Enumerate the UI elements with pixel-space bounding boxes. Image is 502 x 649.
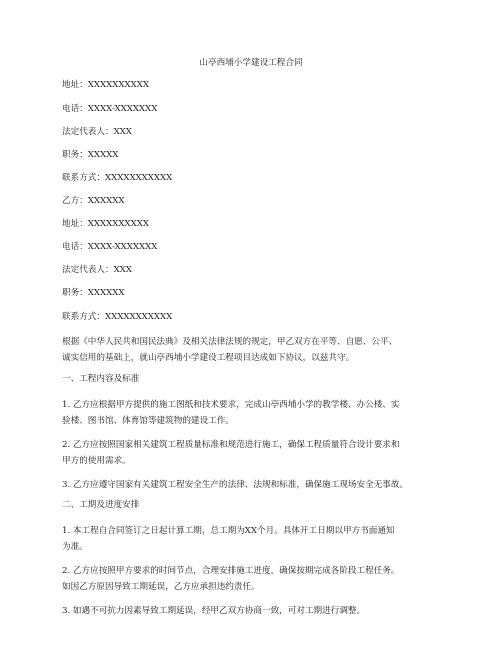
section-heading-1: 一、工程内容及标准 bbox=[62, 374, 140, 384]
paragraph-line: 2. 乙方应按照甲方要求的时间节点，合理安排施工进度，确保按期完成各阶段工程任务。 bbox=[62, 566, 400, 576]
party-a-address: 地址：XXXXXXXXXX bbox=[62, 80, 149, 90]
party-a-contact: 联系方式：XXXXXXXXXXX bbox=[62, 173, 173, 183]
section2-item2 bbox=[62, 563, 442, 595]
section1-item1 bbox=[62, 397, 442, 429]
party-a-phone: 电话：XXXX-XXXXXXX bbox=[62, 104, 158, 114]
section-heading-2: 二、工期及进度安排 bbox=[62, 500, 140, 510]
paragraph-line: 为准。 bbox=[62, 542, 88, 552]
party-b-position: 职务：XXXXXX bbox=[62, 288, 125, 298]
section1-item3 bbox=[62, 477, 442, 493]
paragraph-line: 1. 本工程自合同签订之日起计算工期，总工期为XX个月。具体开工日期以甲方书面通知 bbox=[62, 526, 395, 536]
party-a-position: 职务：XXXXX bbox=[62, 150, 119, 160]
party-b-name: 乙方：XXXXXX bbox=[62, 196, 125, 206]
paragraph-line: 验楼、图书馆、体育馆等建筑物的建设工作。 bbox=[62, 416, 234, 426]
party-b-legal-rep: 法定代表人：XXX bbox=[62, 265, 132, 275]
section2-item1 bbox=[62, 523, 442, 555]
party-b-address: 地址：XXXXXXXXXX bbox=[62, 219, 149, 229]
party-a-legal-rep: 法定代表人：XXX bbox=[62, 127, 132, 137]
section1-item2 bbox=[62, 437, 442, 469]
paragraph-line: 3. 乙方应遵守国家有关建筑工程安全生产的法律、法规和标准，确保施工现场安全无事故。 bbox=[62, 480, 409, 490]
party-b-phone: 电话：XXXX-XXXXXXX bbox=[62, 242, 158, 252]
paragraph-line: 2. 乙方应按照国家相关建筑工程质量标准和规范进行施工，确保工程质量符合设计要求和 bbox=[62, 440, 400, 450]
preamble-line: 诚实信用的基础上，就山亭西埔小学建设工程项目达成如下协议，以兹共守。 bbox=[62, 353, 355, 363]
paragraph-line: 甲方的使用需求。 bbox=[62, 456, 131, 466]
preamble-paragraph bbox=[62, 334, 442, 366]
paragraph-line: 1. 乙方应根据甲方提供的施工图纸和技术要求，完成山亭西埔小学的教学楼、办公楼、实 bbox=[62, 400, 400, 410]
party-b-contact: 联系方式：XXXXXXXXXXX bbox=[62, 312, 173, 322]
preamble-line: 根据《中华人民共和国民法典》及相关法律法规的规定，甲乙双方在平等、自愿、公平、 bbox=[62, 337, 398, 347]
paragraph-line: 如因乙方原因导致工期延误，乙方应承担违约责任。 bbox=[62, 582, 260, 592]
section2-item3 bbox=[62, 603, 442, 619]
paragraph-line: 3. 如遇不可抗力因素导致工期延误，经甲乙双方协商一致，可对工期进行调整。 bbox=[62, 606, 366, 616]
document-title: 山亭西埔小学建设工程合同 bbox=[199, 58, 303, 68]
